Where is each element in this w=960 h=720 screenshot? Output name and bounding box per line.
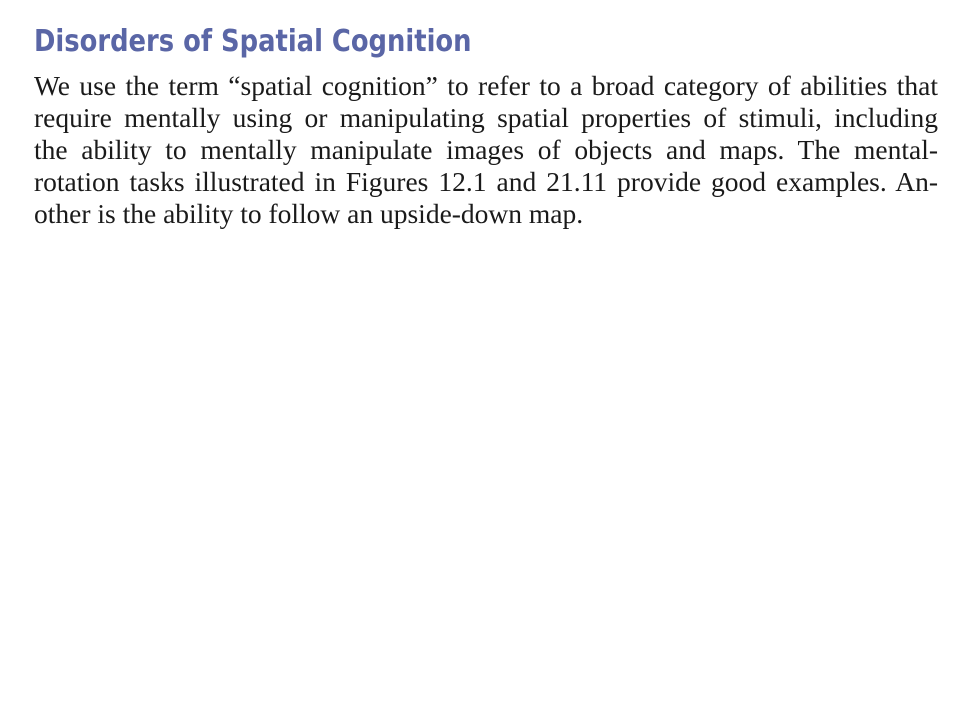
paragraph-line: the ability to mentally manipulate images of objects and maps. The mental-	[34, 134, 938, 165]
paragraph-line: rotation tasks illustrated in Figures 12.1 and 21.11 provide good examples. An-	[34, 166, 938, 197]
paragraph-line: We use the term “spatial cognition” to refer to a broad category of abilities that	[34, 70, 938, 101]
section-heading: Disorders of Spatial Cognition	[34, 24, 472, 59]
paragraph-line: require mentally using or manipulating spatial properties of stimuli, including	[34, 102, 938, 133]
paragraph-line: other is the ability to follow an upside-down map.	[34, 198, 584, 229]
body-paragraph	[34, 70, 938, 230]
